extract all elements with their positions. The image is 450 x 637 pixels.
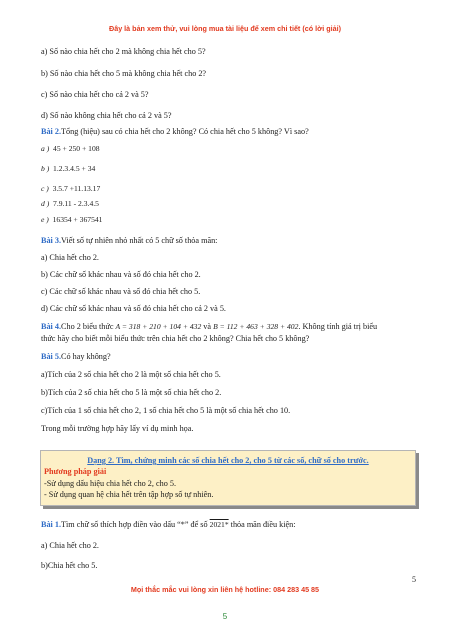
exercise-3-item: c) Các chữ số khác nhau và số đó chia hết cho 5. [41, 287, 201, 296]
exercise-4-line2: thức hãy cho biết mỗi biểu thức trên chia hết cho 2 không? Chia hết cho 5 không? [41, 334, 310, 343]
question-b: b) Số nào chia hết cho 5 mà không chia hết cho 2? [41, 69, 207, 78]
exercise-3-item: b) Các chữ số khác nhau và số đó chia hết cho 2. [41, 270, 201, 279]
exercise-3-label: Bài 3. [41, 236, 62, 245]
question-c: c) Số nào chia hết cho cả 2 và 5? [41, 90, 149, 99]
exercise-2-heading [41, 127, 309, 137]
exercise-5-item: a)Tích của 2 số chia hết cho 2 là một số chia hết cho 5. [41, 370, 221, 379]
exercise-4-label: Bài 4. [41, 322, 62, 331]
hotline-notice: Mọi thắc mắc vui lòng xin liên hệ hotline: 084 283 45 85 [130, 585, 320, 594]
exercise-5-heading [41, 352, 111, 362]
expression-a: A = 318 + 210 + 104 + 432 [115, 322, 202, 331]
method-line: - Sử dụng quan hệ chia hết trên tập hợp số tự nhiên. [44, 490, 214, 499]
exercise-2-label: Bài 2. [41, 127, 62, 136]
exercise-5-text: Có hay không? [61, 352, 111, 361]
question-d: d) Số nào không chia hết cho cả 2 và 5? [41, 111, 172, 120]
expression-b: B = 112 + 463 + 328 + 402 [213, 322, 299, 331]
page-number-right: 5 [412, 575, 416, 584]
method-line: -Sử dụng dấu hiệu chia hết cho 2, cho 5. [44, 479, 176, 488]
exercise-5-item: b)Tích của 2 số chia hết cho 5 là một số chia hết cho 2. [41, 388, 222, 397]
exercise-3-heading [41, 236, 217, 246]
exercise-3-item: a) Chia hết cho 2. [41, 253, 99, 262]
exercise-4-heading: Bài 4.Cho 2 biểu thức A = 318 + 210 + 104 + 432 và B = 112 + 463 + 328 + 402. Không tính giá trị biểu [41, 322, 378, 331]
exercise-1-label: Bài 1. [41, 520, 62, 529]
exercise-2-item: b ) 1.2.3.4.5 + 34 [41, 164, 96, 173]
preview-notice: Đây là bản xem thử, vui lòng mua tài liệu để xem chi tiết (có lời giải) [109, 24, 341, 33]
exercise-1-heading: Bài 1.Tìm chữ số thích hợp điền vào dấu “*” để số 2021* thỏa mãn điều kiện: [41, 520, 296, 529]
exercise-2-text: Tổng (hiệu) sau có chia hết cho 2 không? Có chia hết cho 5 không? Vì sao? [61, 127, 309, 136]
question-a: a) Số nào chia hết cho 2 mà không chia hết cho 5? [41, 47, 206, 56]
method-box [40, 450, 416, 506]
exercise-2-item: d ) 7.9.11 - 2.3.4.5 [41, 199, 99, 208]
exercise-2-item: e ) 16354 + 367541 [41, 215, 103, 224]
exercise-5-label: Bài 5. [41, 352, 62, 361]
exercise-2-item: a ) 45 + 250 + 108 [41, 144, 100, 153]
exercise-5-note: Trong mỗi trường hợp hãy lấy ví dụ minh họa. [41, 424, 194, 433]
section-title: Dạng 2. Tìm, chứng minh các số chia hết cho 2, cho 5 từ các số, chữ số cho trước. [87, 456, 369, 465]
exercise-5-item: c)Tích của 1 số chia hết cho 2, 1 số chia hết cho 5 là một số chia hết cho 10. [41, 406, 291, 415]
exercise-3-text: Viết số tự nhiên nhỏ nhất có 5 chữ số thỏa mãn: [61, 236, 218, 245]
exercise-1-item: a) Chia hết cho 2. [41, 541, 99, 550]
exercise-1-item: b)Chia hết cho 5. [41, 561, 98, 570]
exercise-2-item: c ) 3.5.7 +11.13.17 [41, 184, 101, 193]
overlined-number: 2021* [209, 520, 229, 529]
page-number-footer: 5 [222, 612, 228, 621]
exercise-3-item: d) Các chữ số khác nhau và số đó chia hết cho cả 2 và 5. [41, 304, 226, 313]
method-subtitle: Phương pháp giải [44, 467, 107, 476]
